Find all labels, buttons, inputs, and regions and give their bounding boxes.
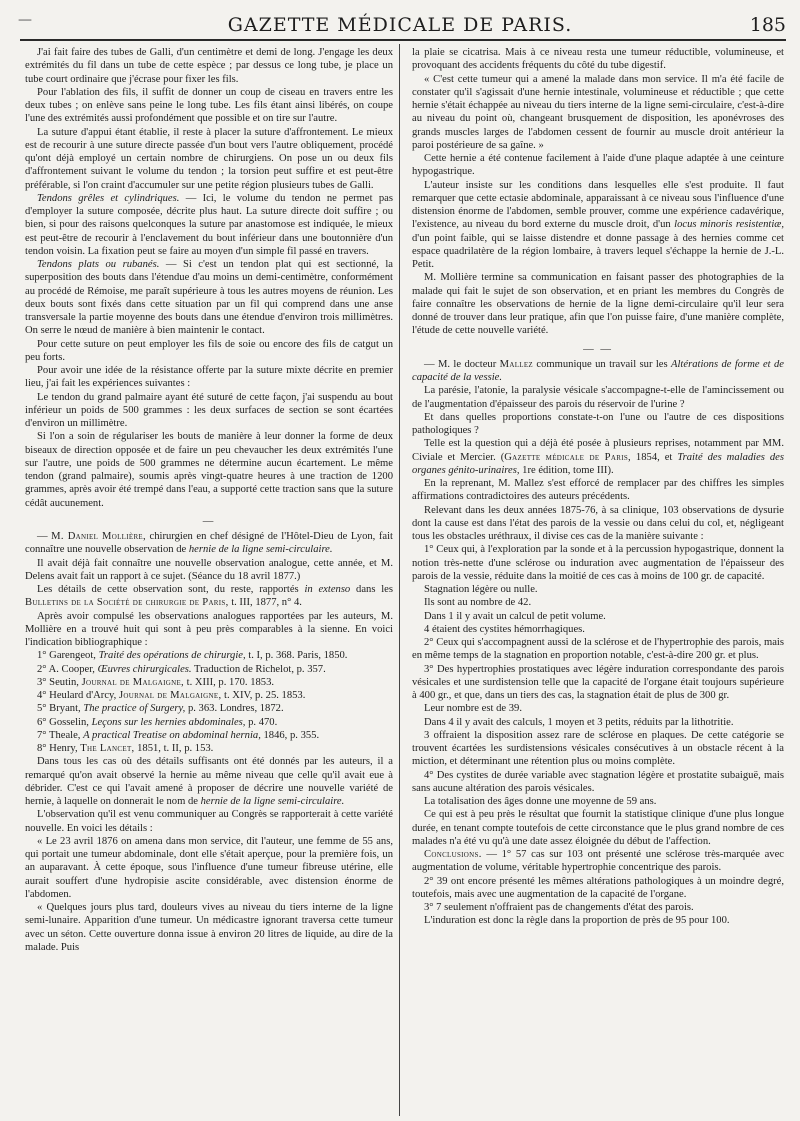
paragraph: 4° Des cystites de durée variable avec stagnation légère et prostatite subaiguë, mais sans aucune altération des parois vésicales. [412,769,784,794]
ref-detail: Traduction de Richelot, p. 357. [191,663,326,675]
reference-item [25,702,393,715]
section-separator: — [202,515,216,527]
paragraph-text: — Si c'est un tendon plat qui est sectionné, la superposition des bouts dans l'étendue d'au moins un demi-centimètre, conformément au procédé de Rémoise, me paraît supérieure à tous les autres moyens de réunion. Les deux bouts sont fixés dans cette situation par un fil qui comprend dans une anse transversale la partie moyenne des bouts dans une étendue d'environ trois millimètres. On serre le nœud de manière à bien maintenir le contact. [25,259,393,337]
paragraph: la plaie se cicatrisa. Mais à ce niveau resta une tumeur réductible, volumineuse, et provoquant des accidents fréquents du côté du tube digestif. [412,47,784,72]
ref-author: 3° Seutin, [37,676,82,688]
reference-item [25,663,393,676]
paragraph-text: d'un point faible, qui se laisse distendre et donne passage à des hernies comme cet espace quadrilatère de la région lombaire, à travers lequel s'échappe la hernie de J.-L. Petit. [412,232,784,270]
paragraph-text: Dans tous les cas où des détails suffisants ont été donnés par les auteurs, il a remarqué qu'on avait observé la hernie au même niveau que celle qu'il avait eue à débrider. C'est ce qui l'avait amené à proposer de décrire une nouvelle variété de hernie, à laquelle on donnerait le nom de [25,756,393,807]
ref-detail: 1846, p. 355. [260,729,320,741]
paragraph: Ce qui est à peu près le résultat que fournit la statistique clinique d'une plus longue durée, en tenant compte toutefois de cette circonstance que le plus grand nombre de ces malades n'a été vu qu'à une date assez éloignée du début de l'affection. [412,809,784,847]
paragraph: Leur nombre est de 39. [424,703,522,715]
paragraph: 2° 39 ont encore présenté les mêmes altérations pathologiques à un moindre degré, toutefois, mais avec une augmentation de la capacité de l'organe. [412,875,784,900]
paragraph: « Quelques jours plus tard, douleurs vives au niveau du tiers interne de la ligne semi-lunaire. Apparition d'une tumeur. Un médicastre ignorant traversa cette tumeur avec un séton. Cette ouverture donna issue à environ 20 litres de liquide, au dire de la malade. Puis [25,902,393,953]
reference-item [25,689,393,702]
ref-author: 4° Heulard d'Arcy, [37,690,119,701]
paragraph [412,848,784,875]
paragraph: Pour cette suture on peut employer les fils de soie ou encore des fils de catgut un peu forts. [25,338,393,363]
ref-detail: p. 470. [245,716,278,728]
ref-author: 1° Garengeot, [37,650,99,662]
topic-title: hernie de la ligne semi-circulaire. [188,544,333,556]
paragraph: La parésie, l'atonie, la paralysie vésicale s'accompagne-t-elle de l'amincissement ou de l'augmentation d'épaisseur des parois du réservoir de l'urine ? [412,385,784,410]
paragraph: L'observation qu'il est venu communiquer au Congrès se rapporterait à cette variété nouvelle. En voici les détails : [25,809,393,834]
paragraph: La suture d'appui étant établie, il reste à placer la suture d'affrontement. Le mieux est de recourir à une suture directe passée d'un bout vers l'autre obliquement, procédé qu'ont déjà employé un certain nombre de chirurgiens. On pose un ou deux fils d'affrontement suivant le volume du tendon ; la torsion peut suffire et est peut-être préférable, si l'on craint d'accumuler sur une petite région plusieurs tubes de Galli. [25,126,393,191]
journal-title: GAZETTE MÉDICALE DE PARIS. [227,14,573,36]
paragraph: Pour avoir une idée de la résistance offerte par la suture mixte décrite en premier lieu, j'ai fait les expériences suivantes : [25,365,393,390]
journal-ref: Bulletins de la Société de chirurgie de Paris, [25,597,229,609]
page-header [0,4,800,38]
paragraph-text: communique un travail sur les [533,358,672,370]
paragraph: En la reprenant, M. Mallez s'est efforcé de remplacer par des chiffres les simples affirmations contradictoires des auteurs précédents. [412,478,784,503]
paragraph-text: 1854, et [630,451,678,463]
paragraph: — M. Daniel Mollière, chirurgien en chef désigné de l'Hôtel-Dieu de Lyon, fait connaître une nouvelle observation de hernie de la ligne semi-circulaire. [25,531,393,556]
section-title: Tendons grêles et cylindriques. [37,192,180,204]
paragraph: Cette hernie a été contenue facilement à l'aide d'une plaque adaptée à une ceinture hypogastrique. [412,153,784,178]
paragraph: « Le 23 avril 1876 on amena dans mon service, dit l'auteur, une femme de 55 ans, qui portait une tumeur abdominale, dont elle s'était aperçue, pour la première fois, un an auparavant. À cette époque, sous l'influence d'une tumeur fibreuse utérine, elle aurait souffert d'une hydropisie ascite considérable, avec distension énorme de l'abdomen. [25,835,393,900]
ref-title: Traité des opérations de chirurgie, [98,650,246,662]
column-divider [399,44,400,1116]
paragraph: 3° 7 seulement n'offraient pas de changements d'état des parois. [424,902,694,913]
ref-author: 5° Bryant, [37,703,84,715]
paragraph-text: dans les [350,584,393,595]
reference-item [25,716,393,729]
paragraph: Dans 4 il y avait des calculs, 1 moyen et 3 petits, réduits par la lithotritie. [424,716,734,728]
paragraph: Et dans quelles proportions constate-t-on l'une ou l'autre de ces dispositions pathologiques ? [412,411,784,436]
header-rule [20,39,786,41]
paragraph: « C'est cette tumeur qui a amené la malade dans mon service. Il m'a été facile de constater qu'il s'agissait d'une hernie intestinale, volumineuse et réductible ; que cette hernie s'était échappée au niveau du tiers interne de la ligne semi-circulaire, c'est-à-dire au niveau du point où, changeant brusquement de disposition, les aponévroses des grands muscles larges de l'abdomen cessent de fournir au muscle droit antérieur la paroi postérieure de sa gaîne. » [412,73,784,151]
reference-item [25,729,393,742]
paragraph: Après avoir compulsé les observations analogues rapportées par les auteurs, M. Mollière en a trouvé huit qui sont à peu près comparables à la sienne. En voici l'indication bibliographique : [25,610,393,648]
paragraph-text: — Ici, le volume du tendon ne permet pas d'employer la suture composée, décrite plus haut. La suture directe doit suffire ; ou bien, si pour des raisons quelconques la suture par anastomose est indiquée, le mieux est peut-être de recourir à l'enclavement du bout inférieur dans une boutonnière d'un tendon voisin. La fixation peut se faire au moyen d'un simple fil passé en travers. [25,192,393,257]
ref-title: The practice of Surgery, [83,703,186,715]
paragraph-text: — M. le docteur [424,358,500,370]
topic-title: hernie de la ligne semi-circulaire. [200,796,345,807]
ref-title: A practical Treatise on abdominal hernia, [83,729,261,741]
paragraph: 3° Des hypertrophies prostatiques avec légère induration correspondante des parois vésicales et une surdistension telle que la capacité de l'organe était toujours supérieure à 400 gr., et que, dans un tiers des cas, la stagnation était de plus de 300 gr. [412,663,784,701]
section-separator: — — [583,343,613,355]
book-title: Traité des maladies des organes génito-urinaires, [412,451,784,476]
ref-author: 6° Gosselin, [37,716,92,728]
ref-detail: t. I, p. 368. Paris, 1850. [245,650,348,662]
paragraph-text: Telle est la question qui a déjà été posée à plusieurs reprises, notamment par MM. Civiale et Mercier. ( [412,438,784,463]
ref-detail: p. 363. Londres, 1872. [185,703,284,715]
reference-item [25,742,393,755]
ref-author: 7° Theale, [37,729,84,741]
conclusions-heading: Conclusions. [424,849,482,860]
ref-title: The Lancet, [80,743,135,754]
paragraph-text: — 1° 57 cas sur 103 ont présenté une sclérose très-marquée avec augmentation de volume, véritable hypertrophie concentrique des parois. [412,849,784,874]
paragraph: La totalisation des âges donne une moyenne de 59 ans. [424,796,657,807]
paragraph: Ils sont au nombre de 42. [424,597,532,609]
corner-mark: — [18,12,32,28]
reference-item [25,676,393,689]
ref-title: Leçons sur les hernies abdominales, [91,716,246,728]
paragraph: L'induration est donc la règle dans la proportion de près de 95 pour 100. [424,915,730,927]
italic-text: locus minoris resistentiæ, [674,219,784,231]
paragraph: 1° Ceux qui, à l'exploration par la sonde et à la percussion hypogastrique, donnent la notion très-nette d'une sclérose ou induration avec augmentation de l'épaisseur des parois de la vessie, réduite dans la moitié de ces cas à moins de 100 gr. de capacité. [412,544,784,582]
ref-detail: t. XIV, p. 25. 1853. [221,690,306,701]
paragraph [412,437,784,477]
page-number: 185 [749,14,786,36]
paragraph-text: chirurgien en chef désigné de l'Hôtel-Dieu de Lyon, fait connaître une nouvelle observation de [25,531,393,556]
paragraph [25,755,393,808]
paragraph: Pour l'ablation des fils, il suffit de donner un coup de ciseau en travers entre les deux tubes ; on enlève sans peine le long tube. Les fils étant ainsi libérés, on coupe l'une des extrémités aussi profondément que possible et on tire sur l'autre. [25,86,393,125]
paragraph: Dans 1 il y avait un calcul de petit volume. [424,610,606,622]
paragraph: Le tendon du grand palmaire ayant été suturé de cette façon, j'ai suspendu au bout inférieur un poids de 500 grammes : les deux surfaces de section se sont écartées d'environ un millimètre. [25,391,393,429]
paragraph-text: Les détails de cette observation sont, du reste, rapportés [37,584,305,595]
paragraph: Relevant dans les deux années 1875-76, à sa clinique, 103 observations de dysurie dont la cause est dans l'état des parois de la vessie ou dans celui du col, et, négligeant tous les obstacles uréthraux, il divise ces cas de la manière suivante : [412,504,784,542]
paragraph: J'ai fait faire des tubes de Galli, d'un centimètre et demi de long. J'engage les deux extrémités du fil dans un tube de cette espèce ; par dessus ce long tube, je place un tube court ordinaire que j'écrase pour fixer les fils. [25,47,393,85]
reference-item [25,649,393,662]
paragraph-text: 1re édition, tome III). [519,464,614,476]
paragraph: Stagnation légère ou nulle. [424,584,538,595]
ref-detail: 1851, t. II, p. 153. [134,743,214,754]
paragraph [25,258,393,338]
italic-text: in extenso [304,584,351,595]
paragraph: Si l'on a soin de régulariser les bouts de manière à leur donner la forme de deux biseaux de direction opposée et de faire un peu chevaucher les deux extrémités l'une sur l'autre, une poids de 500 grammes ne détermine aucun écartement. Le même tendon (grand palmaire), soumis après vingt-quatre heures à une traction de 1200 grammes, après avoir été trempé dans l'eau, a supporté cette traction sans que la suture cédât aucunement. [25,431,393,509]
section-title: Tendons plats ou rubanés. [37,259,160,270]
paragraph: 4 étaient des cystites hémorrhagiques. [424,623,585,635]
paragraph [412,358,784,385]
paragraph [25,192,393,258]
right-column [412,46,784,1116]
ref-title: Œuvres chirurgicales. [97,663,192,675]
topic-title: Altérations de forme et de capacité de la vessie. [412,358,784,383]
ref-detail: t. XIII, p. 170. 1853. [184,676,275,688]
reference-list [25,649,393,755]
paragraph [25,583,393,610]
paragraph [412,179,784,272]
ref-author: 8° Henry, [37,743,81,754]
paragraph-text: t. III, 1877, n° 4. [228,597,302,609]
journal-ref: Gazette médicale de Paris, [504,451,631,463]
left-column [25,46,393,1116]
paragraph: 3 offraient la disposition assez rare de sclérose en plaques. De cette catégorie se trouvent écartées les surdistensions vésicales consécutives à un obstacle récent à la miction, et déterminant une rétention plus ou moins complète. [412,729,784,768]
ref-author: 2° A. Cooper, [37,663,98,675]
paragraph: 2° Ceux qui s'accompagnent aussi de la sclérose et de l'hypertrophie des parois, mais en même temps de la stagnation en proportion notable, c'est-à-dire 200 gr. et plus. [412,637,784,662]
ref-title: Journal de Malgaigne, [118,690,222,701]
paragraph: M. Mollière termine sa communication en faisant passer des photographies de la malade qui fait le sujet de son observation, et en priant les membres du Congrès de faire connaître les observations de hernie de la ligne demi-circulaire qu'il leur sera donné de trouver dans leur pratique, afin que l'on puisse faire, d'une manière complète, l'étude de cette nouvelle variété. [412,272,784,337]
paragraph-text: L'auteur insiste sur les conditions dans lesquelles elle s'est produite. Il faut remarquer que cette ectasie abdominale, apparaissant à ce niveau sous l'influence d'une distension énorme de l'abdomen, semble prouver, comme une expérience cadavérique, l'existence, au niveau du bord externe du muscle droit, d'un [412,179,784,231]
author-name: Mallez [499,358,534,370]
author-name: M. Daniel Mollière, [51,531,146,542]
ref-title: Journal de Malgaigne, [81,676,185,688]
paragraph: Il avait déjà fait connaître une nouvelle observation analogue, cette année, et M. Delens avait fait un rapport à ce sujet. (Séance du 18 avril 1877.) [25,557,393,582]
